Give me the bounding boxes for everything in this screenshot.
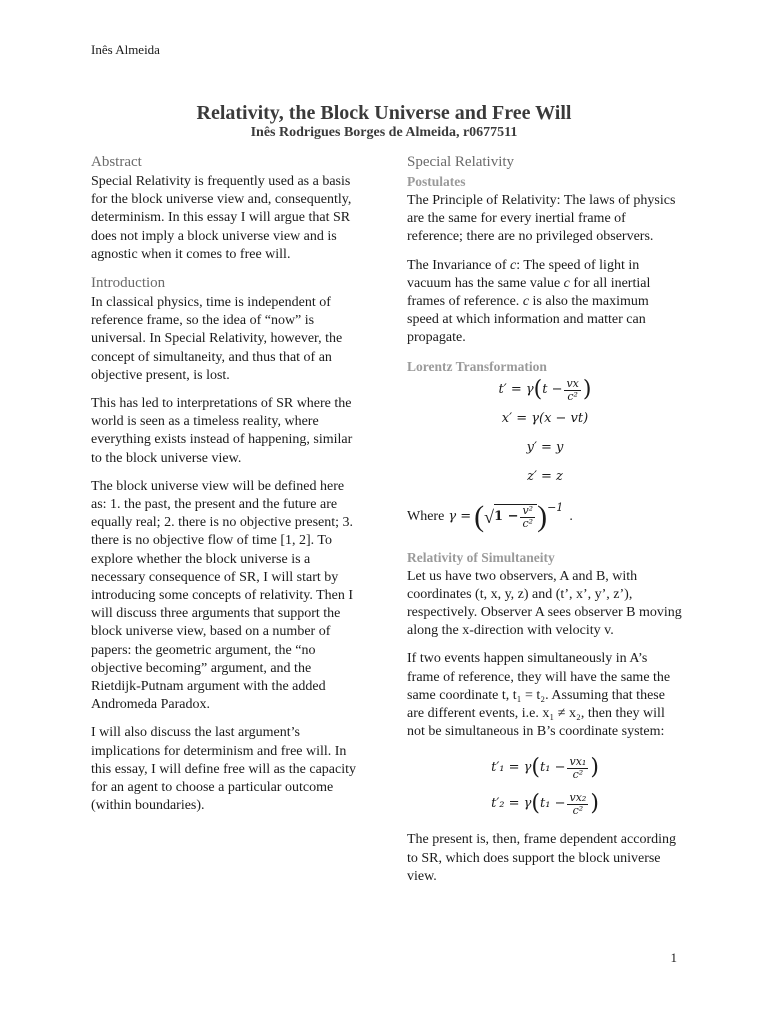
special-relativity-heading: Special Relativity: [407, 154, 515, 170]
lorentz-heading: Lorentz Transformation: [407, 358, 547, 374]
eq-t2-lhs: t′₂ = γ: [491, 796, 532, 812]
eq-t1-fraction: [567, 756, 588, 781]
eq-t1-numerator: vx₁: [569, 754, 587, 768]
introduction-heading: Introduction: [91, 275, 166, 292]
sqrt-icon: √: [484, 506, 494, 527]
c-symbol: c: [563, 275, 570, 291]
equation-t-prime: t′ = γ ( t − $\frac{vx}{\text{c²}}$ ): [498, 376, 592, 403]
simultaneity-paragraph-3: The present is, then, frame dependent according to SR, which does support the block universe view.: [407, 832, 677, 884]
gamma-period: .: [569, 508, 573, 524]
abstract-heading: Abstract: [91, 154, 142, 170]
equation-t1-prime: t′₁ = γ ( t₁ − $\frac{\text{vx₁}}{\text{c²}}$ ): [491, 754, 599, 781]
gamma-radicand: [494, 504, 537, 530]
postulate-2-part-d: is also the maximum speed at which information and matter can propagate.: [407, 294, 649, 346]
eq-t1-denominator: c²: [572, 767, 584, 781]
simultaneity-paragraph-2: If two events happen simultaneously in A’s frame of reference, they will have the same the same coordinate t, t₁ = t₂. Assuming that these are different events, i.e. x₁ ≠ x₂, then they will not be simultaneous in B’s coordinate system:: [407, 651, 671, 740]
simultaneity-heading: Relativity of Simultaneity: [407, 549, 555, 565]
equation-x-prime: x′ = γ(x − vt): [501, 411, 589, 427]
eq-t-lhs: t′ = γ: [498, 382, 534, 398]
gamma-lhs: γ =: [448, 508, 472, 524]
gamma-inner: 1 −: [494, 509, 519, 525]
postulates-heading: Postulates: [407, 174, 466, 189]
paper-title: Relativity, the Block Universe and Free Will: [196, 102, 572, 124]
eq-t-denominator: c²: [567, 389, 578, 403]
where-label: Where: [407, 508, 445, 524]
simultaneity-paragraph-1: Let us have two observers, A and B, with coordinates (t, x, y, z) and (t’, x’, y’, z’), respectively. Observer A sees observer B moving along the x-direction with velocity v.: [407, 568, 682, 639]
postulate-2: [407, 257, 683, 348]
author-line: Inês Rodrigues Borges de Almeida, r0677511: [250, 125, 518, 140]
postulate-2-part-c: for all inertial frames of reference.: [407, 275, 651, 310]
equation-z-prime: z′ = z: [527, 469, 563, 485]
eq-t-numerator: vx: [566, 376, 579, 390]
gamma-fraction: [520, 505, 535, 530]
page-number: 1: [670, 950, 677, 965]
eq-t1-inner: t₁ −: [540, 760, 566, 776]
eq-t2-inner: t₁ −: [540, 796, 566, 812]
postulate-2-part-a: The Invariance of: [407, 257, 510, 273]
postulate-2-part-b: : The speed of light in vacuum has the same value: [407, 257, 640, 291]
running-header-author: Inês Almeida: [91, 42, 160, 57]
gamma-denominator: c²: [522, 516, 534, 530]
intro-paragraph-3: The block universe view will be defined here as: 1. the past, the present and the future are equally real; 2. there is no objective present; 3. there is no objective flow of time [1, 2]. To explore whether the block universe is a necessary consequence of SR, I will start by introducing some concepts of relativity. Then I will discuss three arguments that support the block universe view, based on a number of papers: the geometric argument, the “no objective becoming” argument, and the Rietdijk-Putnam argument with the added Andromeda Paradox.: [91, 478, 354, 713]
intro-paragraph-1: In classical physics, time is independent of reference frame, so the idea of “now” is universal. In Special Relativity, however, the concept of simultaneity, and thus that of an objective present, is lost.: [91, 295, 343, 383]
eq-t2-numerator: vx₂: [569, 790, 587, 804]
left-column: [91, 153, 361, 826]
c-symbol: c: [522, 294, 530, 310]
eq-t1-lhs: t′₁ = γ: [491, 760, 532, 776]
gamma-exponent: −1: [547, 500, 564, 514]
gamma-numerator: v²: [522, 503, 534, 517]
c-symbol: c: [510, 257, 517, 273]
eq-t2-denominator: c²: [572, 803, 584, 817]
eq-t-fraction: [564, 378, 580, 403]
equation-y-prime: y′ = y: [526, 440, 564, 456]
right-column: [407, 153, 683, 896]
intro-paragraph-2: This has led to interpretations of SR where the world is seen as a timeless reality, where everything exists instead of happening, similar to the block universe view.: [91, 396, 353, 466]
intro-paragraph-4: I will also discuss the last argument’s implications for determinism and free will. In this essay, I will define free will as the capacity for an agent to choose a particular outcome (within boundaries).: [91, 725, 356, 814]
postulate-1: The Principle of Relativity: The laws of physics are the same for every inertial frame of reference; there are no privileged observers.: [407, 193, 676, 245]
gamma-definition: Where γ = ( √ 1 − $\frac{\text{v²}}{\text{c²}}$ ) $^{-1}$ .: [407, 499, 573, 533]
abstract-text: Special Relativity is frequently used as a basis for the block universe view and, consequently, determinism. In this essay I will argue that SR does not imply a block universe view and is agnostic when it comes to free will.: [91, 174, 352, 262]
eq-t2-fraction: [567, 792, 588, 817]
eq-t-inner: t −: [542, 382, 563, 398]
equation-t2-prime: t′₂ = γ ( t₁ − $\frac{\text{vx₂}}{\text{c²}}$ ): [491, 790, 599, 817]
